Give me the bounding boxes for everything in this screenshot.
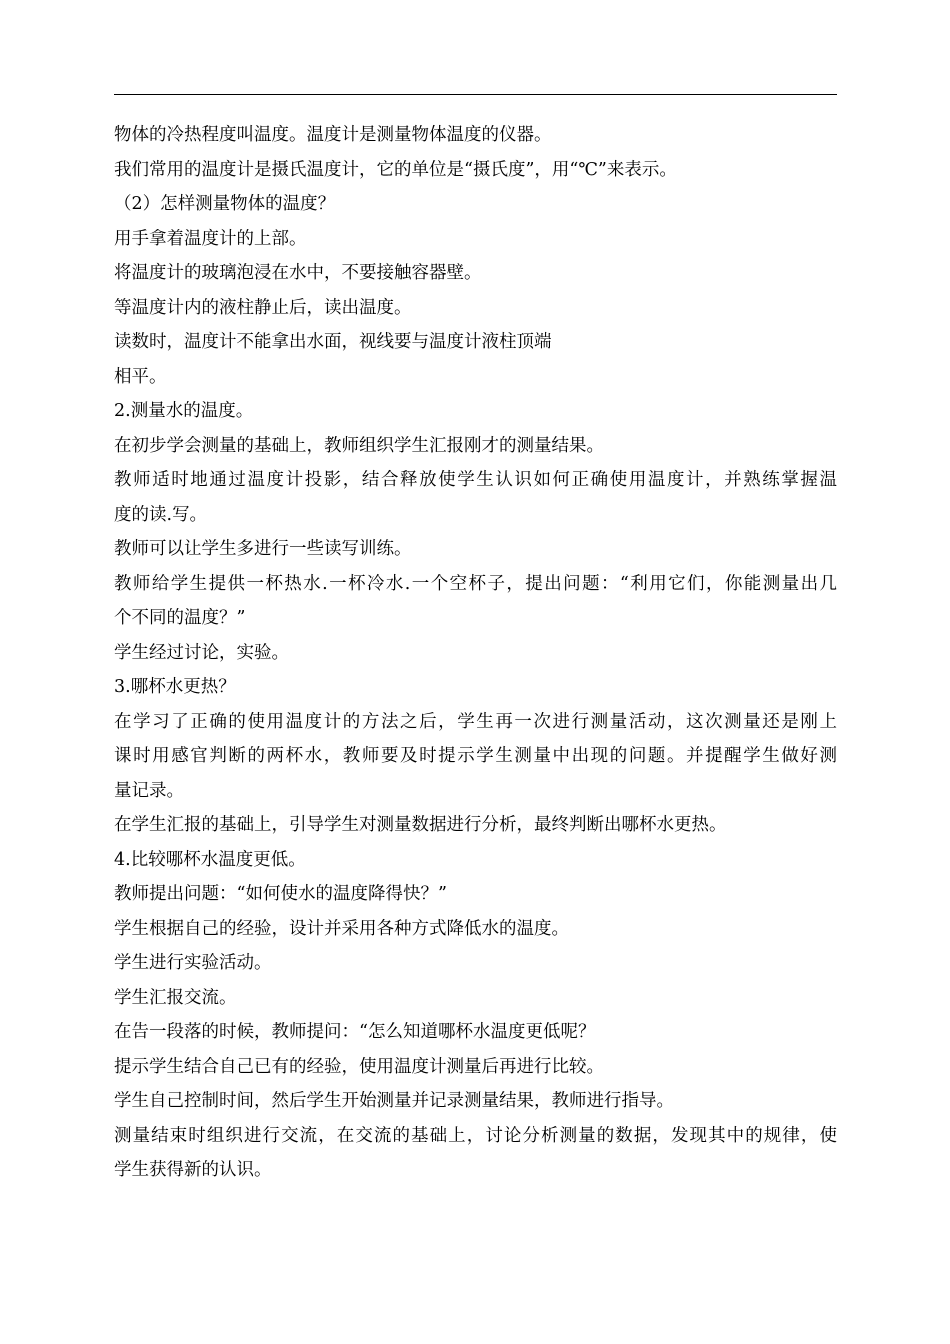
text-line: 在告一段落的时候，教师提问：“怎么知道哪杯水温度更低呢？ bbox=[114, 1022, 596, 1042]
text-line: 学生获得新的认识。 bbox=[114, 1160, 272, 1180]
text-line: 将温度计的玻璃泡浸在水中，不要接触容器壁。 bbox=[114, 263, 482, 283]
text-line: 量记录。 bbox=[114, 780, 184, 801]
text-line: 学生进行实验活动。 bbox=[114, 953, 272, 973]
text-line: 课时用感官判断的两杯水，教师要及时提示学生测量中出现的问题。并提醒学生做好测 bbox=[114, 746, 837, 766]
document-body bbox=[114, 118, 837, 1188]
text-line: 我们常用的温度计是摄氏温度计，它的单位是“摄氏度”，用“℃”来表示。 bbox=[114, 159, 677, 180]
section-heading: 3.哪杯水更热？ bbox=[114, 677, 236, 697]
text-line: 教师适时地通过温度计投影，结合释放使学生认识如何正确使用温度计，并熟练掌握温 bbox=[114, 470, 837, 490]
text-line: 学生汇报交流。 bbox=[114, 987, 237, 1008]
text-line: 学生自己控制时间，然后学生开始测量并记录测量结果，教师进行指导。 bbox=[114, 1091, 674, 1111]
text-line: 读数时，温度计不能拿出水面，视线要与温度计液柱顶端 bbox=[114, 332, 552, 352]
text-line: 度的读.写。 bbox=[114, 504, 208, 525]
text-line: 在学习了正确的使用温度计的方法之后，学生再一次进行测量活动，这次测量还是刚上 bbox=[114, 711, 837, 732]
text-line: 教师提出问题：“如何使水的温度降得快？” bbox=[114, 884, 447, 904]
text-line: 相平。 bbox=[114, 366, 167, 387]
text-line: 等温度计内的液柱静止后，读出温度。 bbox=[114, 297, 412, 318]
text-line: 学生根据自己的经验，设计并采用各种方式降低水的温度。 bbox=[114, 918, 569, 939]
text-line: （2）怎样测量物体的温度？ bbox=[114, 194, 336, 214]
text-line: 用手拿着温度计的上部。 bbox=[114, 228, 307, 249]
text-line: 提示学生结合自己已有的经验，使用温度计测量后再进行比较。 bbox=[114, 1056, 604, 1077]
text-line: 物体的冷热程度叫温度。温度计是测量物体温度的仪器。 bbox=[114, 125, 552, 145]
text-line: 学生经过讨论，实验。 bbox=[114, 642, 289, 663]
text-line: 个不同的温度？” bbox=[114, 608, 246, 628]
text-line: 在初步学会测量的基础上，教师组织学生汇报刚才的测量结果。 bbox=[114, 435, 604, 456]
text-line: 在学生汇报的基础上，引导学生对测量数据进行分析，最终判断出哪杯水更热。 bbox=[114, 815, 727, 835]
header-rule bbox=[114, 94, 837, 95]
section-heading: 2.测量水的温度。 bbox=[114, 401, 254, 421]
text-line: 教师给学生提供一杯热水.一杯冷水.一个空杯子，提出问题：“利用它们，你能测量出几 bbox=[114, 573, 837, 594]
text-line: 测量结束时组织进行交流，在交流的基础上，讨论分析测量的数据，发现其中的规律，使 bbox=[114, 1125, 837, 1146]
text-line: 教师可以让学生多进行一些读写训练。 bbox=[114, 539, 412, 559]
section-heading: 4.比较哪杯水温度更低。 bbox=[114, 849, 306, 870]
